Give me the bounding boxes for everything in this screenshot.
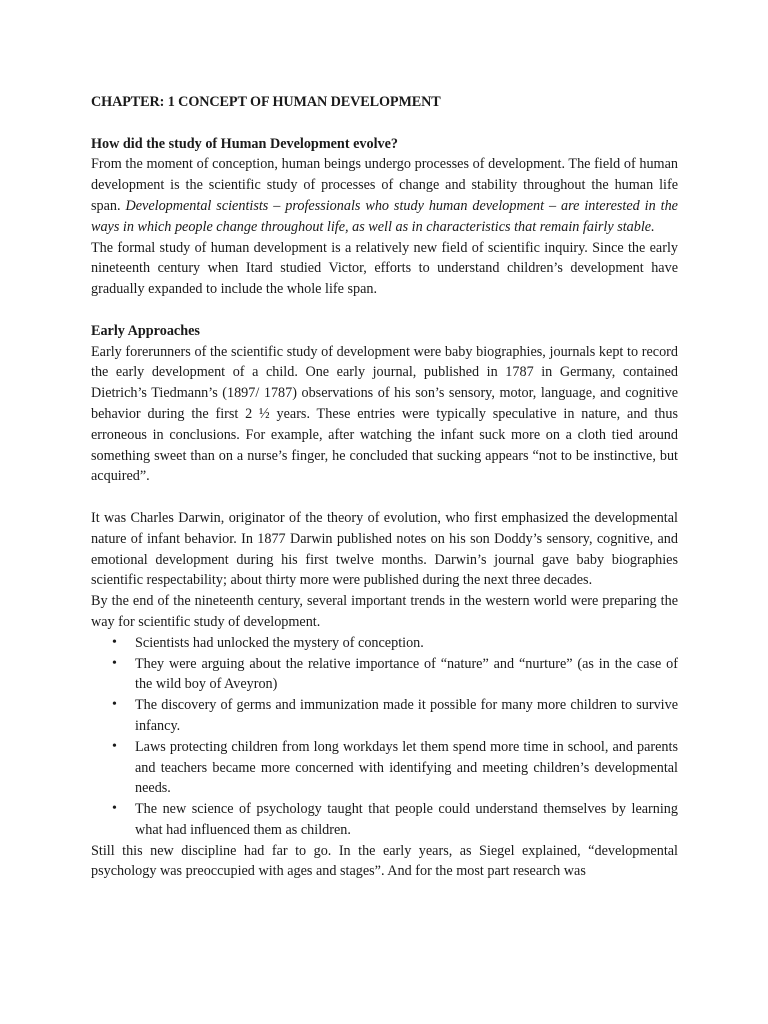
list-item-text: Scientists had unlocked the mystery of conception. [135,634,424,651]
list-item [112,654,678,696]
list-item-text: The new science of psychology taught that people could understand themselves by learning what had influenced them as children. [135,801,678,838]
paragraph-formal-study: The formal study of human development is a relatively new field of scientific inquiry. Since the early nineteenth century when Itard studied Victor, efforts to understand children’s development have gradually expanded to include the whole life span. [91,239,678,298]
list-item-text: The discovery of germs and immunization made it possible for many more children to survive infancy. [135,697,678,734]
chapter-title: CHAPTER: 1 CONCEPT OF HUMAN DEVELOPMENT [91,94,441,110]
paragraph-intro-text: From the moment of conception, human beings undergo processes of development. The field of human development is the scientific study of processes of change and stability throughout the human life span. [91,156,678,214]
list-item-text: They were arguing about the relative importance of “nature” and “nurture” (as in the case of the wild boy of Aveyron) [135,655,678,693]
document-page [91,92,678,882]
bullet-icon: • [112,655,117,671]
paragraph-trends: By the end of the nineteenth century, several important trends in the western world were preparing the way for scientific study of development. [91,593,678,630]
paragraph-darwin: It was Charles Darwin, originator of the theory of evolution, who first emphasized the developmental nature of infant behavior. In 1877 Darwin published notes on his son Doddy’s sensory, cognitive, and emotional development during his first twelve months. Darwin’s journal gave baby biographies scientific respectability; about thirty more were published during the next three decades. [91,509,678,589]
list-item [112,633,678,654]
paragraph-forerunners: Early forerunners of the scientific study of development were baby biographies, journals kept to record the early development of a child. One early journal, published in 1787 in Germany, contained Dietrich’s Tiedmann’s (1897/ 1787) observations of his son’s sensory, motor, language, and cognitive behavior during the first 2 ½ years. These entries were typically speculative in nature, and thus erroneous in conclusions. For example, after watching the infant suck more on a cloth tied around something sweet than on a nurse’s finger, he concluded that sucking appears “not to be instinctive, but acquired”. [91,343,678,485]
paragraph-still-far-to-go: Still this new discipline had far to go. In the early years, as Siegel explained, “developmental psychology was preoccupied with ages and stages”. And for the most part research was [91,842,678,880]
bullet-icon: • [112,801,117,817]
bullet-icon: • [112,738,117,754]
list-item [112,799,678,841]
list-item-text: Laws protecting children from long workdays let them spend more time in school, and parents and teachers became more concerned with identifying and meeting children’s developmental needs. [135,738,678,797]
bullet-icon: • [112,634,117,650]
list-item [112,737,678,799]
paragraph-intro [91,154,678,237]
spacer [91,300,678,321]
list-item [112,695,678,737]
bullet-icon: • [112,697,117,713]
section-heading-early-approaches: Early Approaches [91,322,200,339]
spacer [91,487,678,508]
trends-list [91,633,678,841]
section-heading-evolution: How did the study of Human Development evolve? [91,135,399,152]
paragraph-intro-italic: Developmental scientists – professionals who study human development – are interested in the ways in which people change throughout life, as well as in characteristics that remain fairly stable. [91,197,678,235]
